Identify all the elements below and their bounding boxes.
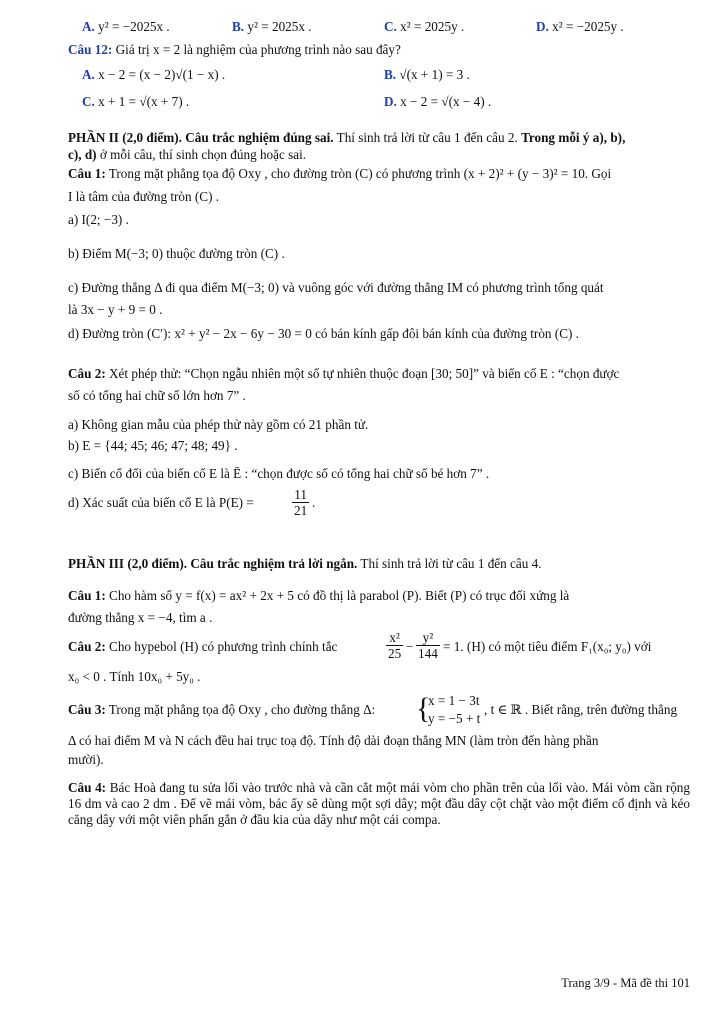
question-text: Trong mặt phẳng tọa độ Oxy , cho đường thẳng Δ:	[108, 702, 376, 717]
question-text: Bác Hoà đang tu sửa lối vào trước nhà và cần cắt một mái vòm cho phần trên của lối vào. Mái vòm cần rộng 16 dm và cao 2 dm . Để vẽ mái vòm, bác ấy sẽ dùng một sợi dây; một đầu dây cột chặt vào một điểm cố định và kéo căng dây với một viên phấn gắn ở đầu kia của dây như một cái compa.	[68, 780, 690, 827]
parametric-system	[428, 692, 480, 728]
p2-q1-line1	[68, 166, 690, 182]
question-text: Xét phép thử: “Chọn ngẫu nhiên một số tự nhiên thuộc đoạn [30; 50]” và biến cố E : “chọn được	[109, 366, 620, 381]
option-label: B.	[384, 67, 397, 82]
p3-q1-line2: đường thẳng x = −4, tìm a .	[68, 610, 213, 625]
system-eq1: x = 1 − 3t	[428, 693, 480, 708]
part2-intro-bold2: c), d)	[68, 147, 97, 162]
option-text: y² = 2025x .	[247, 19, 312, 34]
p3-q1-line1	[68, 588, 690, 604]
option-text: y² = −2025x .	[98, 19, 170, 34]
option-label: A.	[82, 19, 95, 34]
system-eq2: y = −5 + t	[428, 711, 481, 726]
question-text: Cho hàm số y = f(x) = ax² + 2x + 5 có đồ thị là parabol (P). Biết (P) có trục đối xứng là	[109, 588, 570, 603]
p2-q2-line1	[68, 366, 690, 382]
question-text-cont: = 1. (H) có một tiêu điểm F₁(x₀; y₀) với	[443, 639, 652, 654]
question-label: Câu 4:	[68, 780, 107, 795]
part3-heading: PHẦN III (2,0 điểm). Câu trắc nghiệm trả lời ngắn.	[68, 556, 358, 571]
p2-q2-b: b) E = {44; 45; 46; 47; 48; 49} .	[68, 438, 238, 453]
hyperbola-fraction-y	[416, 630, 440, 661]
question-text: Trong mặt phẳng tọa độ Oxy , cho đường tròn (C) có phương trình (x + 2)² + (y − 3)² = 10. Gọi	[108, 166, 612, 181]
question-label: Câu 3:	[68, 702, 106, 717]
p2-q2-d-text: d) Xác suất của biến cố E là P(E) =	[68, 495, 254, 510]
question-label: Câu 1:	[68, 166, 106, 181]
part2-intro: Thí sinh trả lời từ câu 1 đến câu 2.	[336, 130, 518, 145]
fraction-numerator: 11	[294, 487, 307, 502]
q12-stem	[68, 42, 690, 58]
option-text: x² = −2025y .	[552, 19, 624, 34]
question-text: Giá trị x = 2 là nghiệm của phương trình nào sau đây?	[115, 42, 401, 57]
part2-heading: PHẦN II (2,0 điểm). Câu trắc nghiệm đúng sai.	[68, 130, 334, 145]
fraction-numerator: x²	[389, 630, 400, 645]
option-label: C.	[384, 19, 397, 34]
p3-q4	[68, 780, 690, 828]
option-label: D.	[536, 19, 549, 34]
part2-intro-bold: Trong mỗi ý a), b),	[521, 130, 626, 145]
p3-q2-line1: Câu 2: Cho hypebol (H) có phương trình chính tắc $\frac{\text{x²}}{25}$ − $\frac{\text{y²}}{144}$ = 1. (H) có một tiêu điểm F₁(x₀; y₀) với	[68, 630, 652, 661]
page-footer: Trang 3/9 - Mã đề thi 101	[561, 976, 690, 990]
option-text: x + 1 = √(x + 7) .	[98, 94, 190, 109]
p2-q2-line2: số có tổng hai chữ số lớn hơn 7” .	[68, 388, 246, 403]
fraction-denominator: 21	[294, 503, 308, 518]
option-label: B.	[232, 19, 245, 34]
p3-q2-line2: x₀ < 0 . Tính 10x₀ + 5y₀ .	[68, 669, 201, 684]
option-text: x² = 2025y .	[400, 19, 465, 34]
option-text: √(x + 1) = 3 .	[399, 67, 470, 82]
part2-heading-line	[68, 130, 690, 146]
part2-intro-line2	[68, 147, 690, 163]
p2-q1-c2: là 3x − y + 9 = 0 .	[68, 302, 163, 317]
question-text-cont: , t ∈ ℝ . Biết rằng, trên đường thẳng	[484, 702, 678, 717]
p2-q1-a: a) I(2; −3) .	[68, 212, 129, 227]
option-label: C.	[82, 94, 95, 109]
p3-q3-line2: Δ có hai điểm M và N cách đều hai trục toạ độ. Tính độ dài đoạn thẳng MN (làm tròn đến hàng phần	[68, 733, 599, 748]
part3-heading-line	[68, 556, 690, 572]
p3-q3-line3: mười).	[68, 752, 104, 767]
hyperbola-fraction-x	[386, 630, 403, 661]
probability-fraction	[292, 487, 309, 518]
part3-intro: Thí sinh trả lời từ câu 1 đến câu 4.	[360, 556, 542, 571]
fraction-numerator: y²	[422, 630, 434, 645]
option-text: x − 2 = √(x − 4) .	[400, 94, 492, 109]
p2-q1-d: d) Đường tròn (C′): x² + y² − 2x − 6y − 30 = 0 có bán kính gấp đôi bán kính của đường tròn (C) .	[68, 326, 579, 341]
option-label: A.	[82, 67, 95, 82]
part2-intro-text2: ở mỗi câu, thí sinh chọn đúng hoặc sai.	[99, 147, 307, 162]
question-text: Cho hypebol (H) có phương trình chính tắc	[109, 639, 338, 654]
p2-q1-line2: I là tâm của đường tròn (C) .	[68, 189, 220, 204]
p2-q1-c1: c) Đường thẳng Δ đi qua điểm M(−3; 0) và vuông góc với đường thẳng IM có phương trình tổng quát	[68, 280, 604, 295]
question-label: Câu 2:	[68, 366, 106, 381]
question-label: Câu 2:	[68, 639, 106, 654]
question-label: Câu 12:	[68, 42, 113, 57]
fraction-denominator: 144	[418, 646, 438, 661]
question-label: Câu 1:	[68, 588, 106, 603]
option-text: x − 2 = (x − 2)√(1 − x) .	[98, 67, 226, 82]
fraction-denominator: 25	[388, 646, 402, 661]
p2-q2-d: d) Xác suất của biến cố E là P(E) = $\frac{11}{21}$ .	[68, 487, 316, 518]
system-brace: {	[416, 692, 431, 725]
p2-q1-b: b) Điểm M(−3; 0) thuộc đường tròn (C) .	[68, 246, 285, 261]
option-label: D.	[384, 94, 397, 109]
p2-q2-c: c) Biến cố đối của biến cố E là Ē : “chọn được số có tổng hai chữ số bé hơn 7” .	[68, 466, 490, 481]
p2-q2-a: a) Không gian mẫu của phép thử này gồm có 21 phần tử.	[68, 417, 369, 432]
p3-q3-line1	[68, 690, 690, 730]
